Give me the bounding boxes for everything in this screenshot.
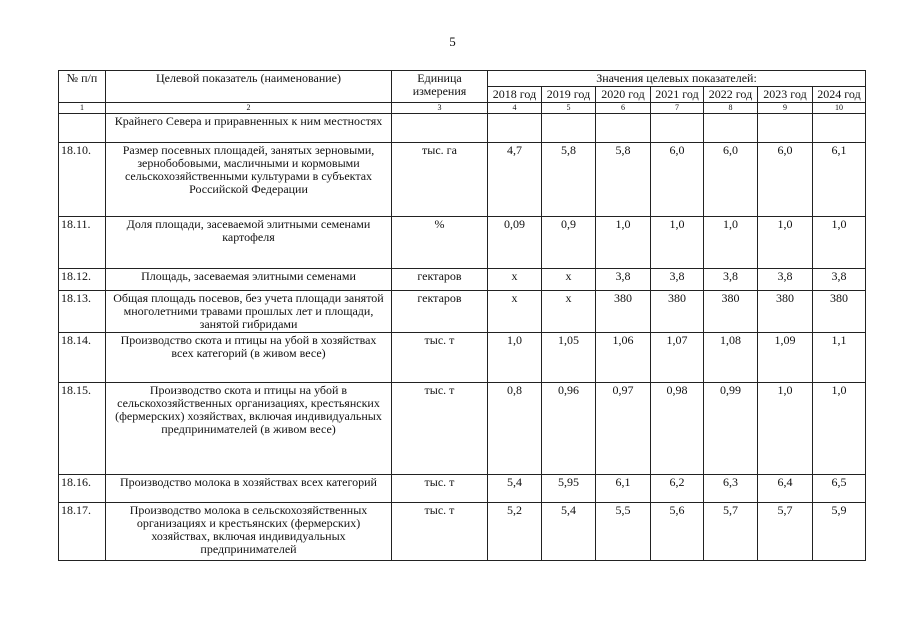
unit: гектаров (392, 291, 488, 333)
indicator-name: Производство скота и птицы на убой в хозяйствах всех категорий (в живом весе) (106, 333, 392, 383)
unit: гектаров (392, 269, 488, 291)
column-number: 1 (59, 103, 106, 114)
value-cell: 5,9 (813, 503, 866, 561)
value-cell: 5,6 (651, 503, 704, 561)
indicator-name: Производство молока в сельскохозяйственных организациях и крестьянских (фермерских) хозяйствах, включая индивидуальных предпринимателей (106, 503, 392, 561)
table-row (59, 217, 866, 269)
value-cell: 0,97 (596, 383, 651, 475)
row-number: 18.17. (59, 503, 106, 561)
unit: тыс. т (392, 475, 488, 503)
value-cell: 0,09 (488, 217, 542, 269)
column-number: 9 (758, 103, 813, 114)
value-cell: 0,99 (704, 383, 758, 475)
row-number (59, 114, 106, 143)
value-cell: 1,0 (758, 383, 813, 475)
value-cell: 3,8 (704, 269, 758, 291)
value-cell: 1,0 (813, 217, 866, 269)
row-number: 18.10. (59, 143, 106, 217)
targets-table (58, 70, 866, 561)
indicator-name: Доля площади, засеваемой элитными семенами картофеля (106, 217, 392, 269)
header-row (59, 71, 866, 87)
column-number: 5 (542, 103, 596, 114)
column-number: 6 (596, 103, 651, 114)
unit: тыс. т (392, 383, 488, 475)
column-number: 8 (704, 103, 758, 114)
header-year: 2022 год (704, 87, 758, 103)
value-cell: 6,5 (813, 475, 866, 503)
value-cell: 6,3 (704, 475, 758, 503)
row-number: 18.14. (59, 333, 106, 383)
column-number: 3 (392, 103, 488, 114)
value-cell: 5,5 (596, 503, 651, 561)
value-cell (704, 114, 758, 143)
indicator-name: Производство скота и птицы на убой в сельскохозяйственных организациях, крестьянских (фермерских) хозяйствах, включая индивидуальных предпринимателей (в живом весе) (106, 383, 392, 475)
value-cell: 5,4 (542, 503, 596, 561)
indicator-name: Производство молока в хозяйствах всех категорий (106, 475, 392, 503)
value-cell (758, 114, 813, 143)
value-cell: 5,2 (488, 503, 542, 561)
value-cell: 4,7 (488, 143, 542, 217)
table-row (59, 383, 866, 475)
value-cell: 5,4 (488, 475, 542, 503)
table-row (59, 143, 866, 217)
unit: % (392, 217, 488, 269)
indicator-name: Площадь, засеваемая элитными семенами (106, 269, 392, 291)
value-cell: 6,0 (704, 143, 758, 217)
value-cell: 5,95 (542, 475, 596, 503)
header-unit: Единица измерения (392, 71, 488, 103)
value-cell: 1,1 (813, 333, 866, 383)
value-cell: 1,0 (813, 383, 866, 475)
header-year: 2020 год (596, 87, 651, 103)
table-row (59, 475, 866, 503)
row-number: 18.15. (59, 383, 106, 475)
value-cell: 1,07 (651, 333, 704, 383)
value-cell (542, 114, 596, 143)
header-num: № п/п (59, 71, 106, 103)
column-number: 10 (813, 103, 866, 114)
table-row (59, 269, 866, 291)
value-cell: 0,8 (488, 383, 542, 475)
value-cell: 3,8 (651, 269, 704, 291)
value-cell: 6,0 (651, 143, 704, 217)
value-cell: 6,0 (758, 143, 813, 217)
unit: тыс. т (392, 333, 488, 383)
unit: тыс. т (392, 503, 488, 561)
value-cell: 380 (596, 291, 651, 333)
value-cell: х (542, 291, 596, 333)
value-cell: 1,05 (542, 333, 596, 383)
row-number: 18.11. (59, 217, 106, 269)
column-number: 4 (488, 103, 542, 114)
value-cell: 1,0 (651, 217, 704, 269)
value-cell (488, 114, 542, 143)
value-cell: 380 (758, 291, 813, 333)
value-cell (651, 114, 704, 143)
value-cell: 0,96 (542, 383, 596, 475)
value-cell: 1,06 (596, 333, 651, 383)
value-cell: 1,08 (704, 333, 758, 383)
row-number: 18.13. (59, 291, 106, 333)
value-cell: х (542, 269, 596, 291)
value-cell: 1,0 (596, 217, 651, 269)
row-number: 18.12. (59, 269, 106, 291)
page-number: 5 (449, 34, 456, 49)
header-values-title: Значения целевых показателей: (488, 71, 866, 87)
header-year: 2019 год (542, 87, 596, 103)
value-cell: 5,7 (704, 503, 758, 561)
value-cell: 6,1 (813, 143, 866, 217)
table-row (59, 503, 866, 561)
header-year: 2021 год (651, 87, 704, 103)
value-cell: 1,0 (758, 217, 813, 269)
value-cell: 5,8 (542, 143, 596, 217)
row-number: 18.16. (59, 475, 106, 503)
header-indicator: Целевой показатель (наименование) (106, 71, 392, 103)
value-cell: х (488, 269, 542, 291)
unit (392, 114, 488, 143)
value-cell: 380 (813, 291, 866, 333)
value-cell: 1,09 (758, 333, 813, 383)
value-cell: 3,8 (758, 269, 813, 291)
value-cell: 6,1 (596, 475, 651, 503)
table-row (59, 333, 866, 383)
value-cell: 6,2 (651, 475, 704, 503)
value-cell: 3,8 (813, 269, 866, 291)
column-number: 2 (106, 103, 392, 114)
value-cell: 6,4 (758, 475, 813, 503)
table-row (59, 291, 866, 333)
value-cell (596, 114, 651, 143)
indicator-name: Размер посевных площадей, занятых зерновыми, зернобобовыми, масличными и кормовыми сельскохозяйственными культурами в субъектах Российской Федерации (106, 143, 392, 217)
value-cell: 3,8 (596, 269, 651, 291)
continuation-row (59, 114, 866, 143)
header-year: 2024 год (813, 87, 866, 103)
value-cell: 0,9 (542, 217, 596, 269)
unit: тыс. га (392, 143, 488, 217)
value-cell: 0,98 (651, 383, 704, 475)
header-year: 2018 год (488, 87, 542, 103)
value-cell (813, 114, 866, 143)
value-cell: 380 (704, 291, 758, 333)
value-cell: 5,8 (596, 143, 651, 217)
value-cell: 380 (651, 291, 704, 333)
header-year: 2023 год (758, 87, 813, 103)
value-cell: 5,7 (758, 503, 813, 561)
value-cell: 1,0 (488, 333, 542, 383)
column-numbers-row (59, 103, 866, 114)
value-cell: 1,0 (704, 217, 758, 269)
column-number: 7 (651, 103, 704, 114)
indicator-name: Крайнего Севера и приравненных к ним местностях (106, 114, 392, 143)
value-cell: х (488, 291, 542, 333)
indicator-name: Общая площадь посевов, без учета площади занятой многолетними травами прошлых лет и площади, занятой гибридами (106, 291, 392, 333)
